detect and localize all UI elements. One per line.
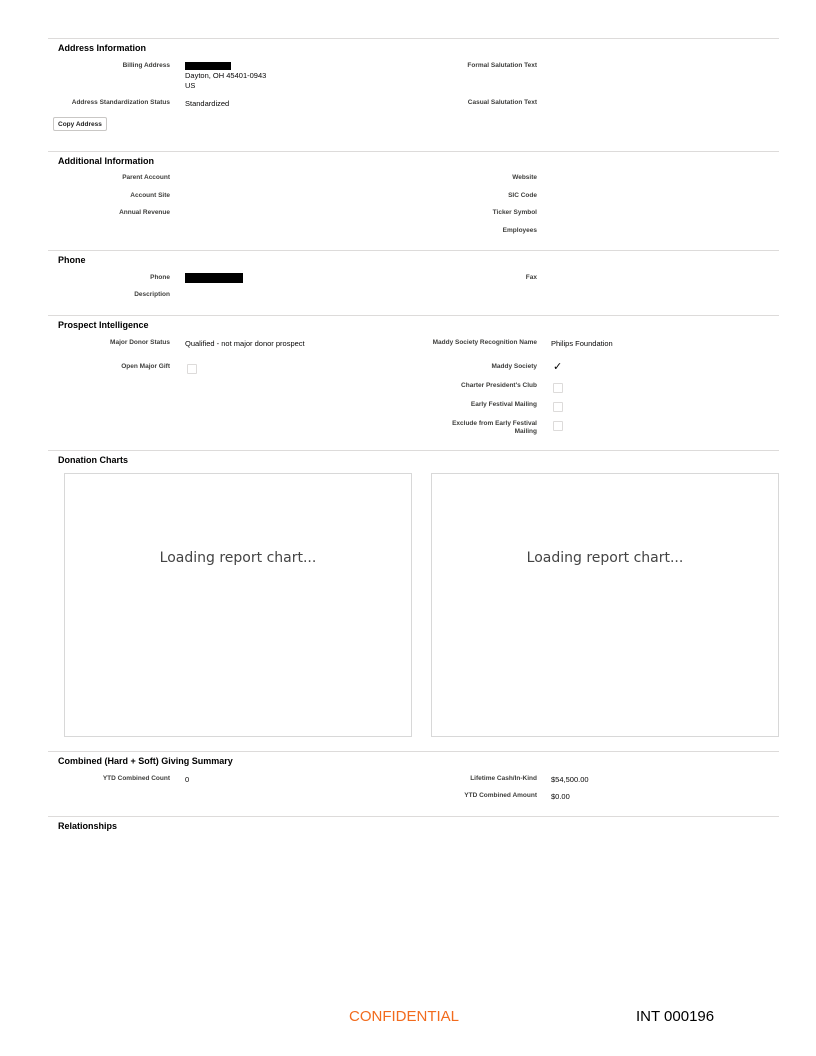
fax-label: Fax	[525, 274, 537, 281]
maddy-society-checkmark-icon: ✓	[553, 361, 563, 373]
maddy-recognition-label: Maddy Society Recognition Name	[432, 339, 537, 346]
charter-presidents-club-checkbox	[553, 383, 563, 393]
section-title: Relationships	[58, 821, 118, 831]
section-title: Combined (Hard + Soft) Giving Summary	[58, 756, 233, 766]
phone-section	[48, 250, 779, 315]
major-donor-status-value: Qualified - not major donor prospect	[185, 339, 305, 348]
copy-address-button[interactable]: Copy Address	[53, 117, 107, 131]
relationships-section	[48, 816, 779, 847]
standardization-status-value: Standardized	[185, 99, 230, 108]
open-major-gift-label: Open Major Gift	[121, 363, 170, 370]
website-label: Website	[512, 174, 537, 181]
report-chart-right[interactable]	[431, 473, 779, 737]
employees-label: Employees	[502, 227, 537, 234]
lifetime-cash-label: Lifetime Cash/In-Kind	[470, 775, 537, 782]
ytd-combined-amount-label: YTD Combined Amount	[464, 792, 537, 799]
loading-message: Loading report chart...	[526, 550, 684, 566]
open-major-gift-checkbox	[187, 364, 197, 374]
report-chart-left[interactable]	[64, 473, 412, 737]
sic-code-label: SIC Code	[508, 192, 537, 199]
section-title: Additional Information	[58, 156, 154, 166]
account-site-label: Account Site	[130, 192, 170, 199]
early-festival-mailing-checkbox	[553, 402, 563, 412]
donation-charts-section	[48, 450, 779, 751]
address-information-section	[48, 38, 779, 151]
billing-address-country: US	[185, 81, 196, 90]
section-title: Phone	[58, 255, 86, 265]
bates-number: INT 000196	[636, 1008, 715, 1025]
charter-presidents-club-label: Charter President's Club	[461, 382, 537, 389]
maddy-recognition-value: Philips Foundation	[551, 339, 613, 348]
parent-account-label: Parent Account	[122, 174, 170, 181]
ytd-combined-count-label: YTD Combined Count	[102, 775, 170, 782]
early-festival-mailing-label: Early Festival Mailing	[470, 401, 537, 408]
redaction-bar	[185, 62, 231, 70]
ticker-symbol-label: Ticker Symbol	[492, 209, 537, 216]
giving-summary-section	[48, 751, 779, 816]
standardization-status-label: Address Standardization Status	[71, 99, 170, 106]
casual-salutation-label: Casual Salutation Text	[467, 99, 537, 106]
section-title: Donation Charts	[58, 455, 129, 465]
exclude-early-festival-label: Exclude from Early Festival Mailing	[452, 420, 537, 435]
loading-message: Loading report chart...	[159, 550, 317, 566]
major-donor-status-label: Major Donor Status	[110, 339, 170, 346]
ytd-combined-count-value: 0	[185, 775, 190, 784]
phone-label: Phone	[150, 274, 170, 281]
exclude-early-festival-checkbox	[553, 421, 563, 431]
section-title: Prospect Intelligence	[58, 320, 149, 330]
section-title: Address Information	[58, 43, 147, 53]
billing-address-city: Dayton, OH 45401-0943	[185, 71, 267, 80]
redaction-bar	[185, 273, 243, 283]
billing-address-label: Billing Address	[122, 62, 170, 69]
maddy-society-label: Maddy Society	[491, 363, 537, 370]
prospect-intelligence-section	[48, 315, 779, 450]
description-label: Description	[134, 291, 170, 298]
confidential-stamp: CONFIDENTIAL	[349, 1008, 460, 1025]
annual-revenue-label: Annual Revenue	[119, 209, 170, 216]
lifetime-cash-value: $54,500.00	[551, 775, 589, 784]
formal-salutation-label: Formal Salutation Text	[467, 62, 537, 69]
ytd-combined-amount-value: $0.00	[551, 792, 570, 801]
additional-information-section	[48, 151, 779, 250]
